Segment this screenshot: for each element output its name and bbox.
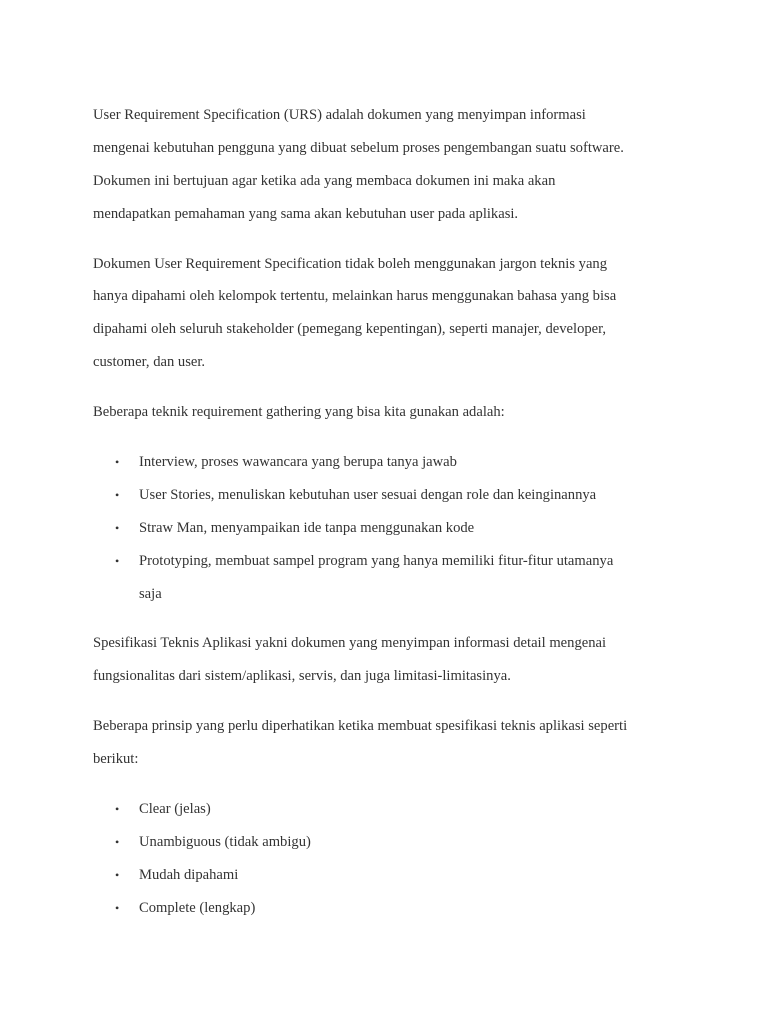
- paragraph-principles-intro: [93, 710, 693, 776]
- document-body: [93, 99, 693, 942]
- bullet-icon: •: [115, 455, 120, 470]
- text-line: User Stories, menuliskan kebutuhan user sesuai dengan role dan keinginannya: [139, 486, 597, 503]
- list-item: [93, 826, 693, 859]
- text-line: Dokumen User Requirement Specification tidak boleh menggunakan jargon teknis yang: [93, 255, 608, 272]
- text-line: Interview, proses wawancara yang berupa tanya jawab: [139, 454, 457, 471]
- list-item: [93, 512, 693, 545]
- bullet-icon: •: [115, 867, 120, 882]
- paragraph-urs-language: [93, 248, 693, 380]
- list-item: [93, 793, 693, 826]
- text-line: Beberapa prinsip yang perlu diperhatikan ketika membuat spesifikasi teknis aplikasi seperti: [93, 718, 628, 735]
- text-line: Unambiguous (tidak ambigu): [139, 833, 311, 850]
- text-line: Mudah dipahami: [139, 866, 239, 883]
- text-line: berikut:: [93, 751, 139, 768]
- paragraph-urs-definition: [93, 99, 693, 231]
- paragraph-tech-spec-definition: [93, 627, 693, 693]
- requirement-gathering-list: [93, 446, 693, 610]
- text-line: mengenai kebutuhan pengguna yang dibuat sebelum proses pengembangan suatu software.: [93, 139, 624, 156]
- text-line: Dokumen ini bertujuan agar ketika ada yang membaca dokumen ini maka akan: [93, 172, 556, 189]
- text-line: saja: [139, 585, 162, 602]
- paragraph-gathering-intro: [93, 396, 693, 429]
- text-line: Clear (jelas): [139, 801, 211, 818]
- text-line: User Requirement Specification (URS) adalah dokumen yang menyimpan informasi: [93, 107, 586, 123]
- list-item: [93, 446, 693, 479]
- bullet-icon: •: [115, 802, 120, 817]
- bullet-icon: •: [115, 553, 120, 568]
- text-line: Beberapa teknik requirement gathering yang bisa kita gunakan adalah:: [93, 404, 505, 421]
- text-line: Straw Man, menyampaikan ide tanpa menggunakan kode: [139, 519, 475, 536]
- text-line: Complete (lengkap): [139, 899, 256, 916]
- spec-principles-list: [93, 793, 693, 925]
- list-item: [93, 479, 693, 512]
- text-line: hanya dipahami oleh kelompok tertentu, melainkan harus menggunakan bahasa yang bisa: [93, 288, 617, 305]
- bullet-icon: •: [115, 900, 120, 915]
- text-line: fungsionalitas dari sistem/aplikasi, servis, dan juga limitasi-limitasinya.: [93, 668, 511, 685]
- text-line: customer, dan user.: [93, 354, 206, 371]
- text-line: Prototyping, membuat sampel program yang hanya memiliki fitur-fitur utamanya: [139, 552, 614, 569]
- text-line: mendapatkan pemahaman yang sama akan kebutuhan user pada aplikasi.: [93, 205, 519, 222]
- bullet-icon: •: [115, 520, 120, 535]
- text-line: dipahami oleh seluruh stakeholder (pemegang kepentingan), seperti manajer, developer,: [93, 321, 607, 338]
- list-item: [93, 892, 693, 925]
- bullet-icon: •: [115, 834, 120, 849]
- list-item: [93, 545, 693, 611]
- text-line: Spesifikasi Teknis Aplikasi yakni dokumen yang menyimpan informasi detail mengenai: [93, 635, 607, 652]
- list-item: [93, 859, 693, 892]
- bullet-icon: •: [115, 487, 120, 502]
